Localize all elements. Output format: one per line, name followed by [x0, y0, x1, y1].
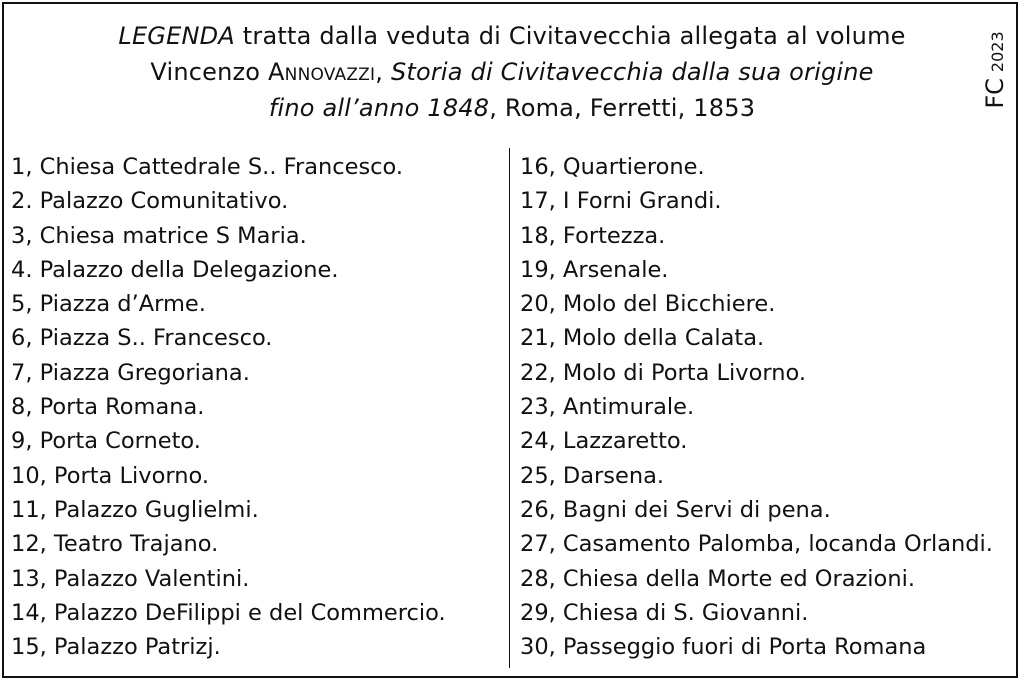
- header-line-1: [0, 18, 1024, 54]
- legend-entry: 22, Molo di Porta Livorno.: [520, 359, 807, 386]
- legend-entry: 2. Palazzo Comunitativo.: [11, 188, 289, 215]
- legend-entry: 21, Molo della Calata.: [520, 325, 765, 352]
- legend-entry: 5, Piazza d’Arme.: [11, 291, 206, 318]
- credit-initials: FC: [981, 78, 1009, 109]
- legend-entry: 8, Porta Romana.: [11, 394, 205, 421]
- legend-entry: 9, Porta Corneto.: [11, 428, 201, 455]
- header-comma: ,: [375, 58, 384, 86]
- legend-entry: 19, Arsenale.: [520, 256, 669, 283]
- legend-entry: 6, Piazza S.. Francesco.: [11, 325, 273, 352]
- publication-info: , Roma, Ferretti, 1853: [489, 94, 756, 122]
- legend-entry: 25, Darsena.: [520, 462, 665, 489]
- legend-entry: 7, Piazza Gregoriana.: [11, 359, 250, 386]
- legend-entry: 20, Molo del Bicchiere.: [520, 291, 776, 318]
- legend-column-left: [11, 150, 446, 664]
- legend-entry: 18, Fortezza.: [520, 222, 666, 249]
- legend-entry: 10, Porta Livorno.: [11, 462, 209, 489]
- legend-entry: 4. Palazzo della Delegazione.: [11, 256, 339, 283]
- legend-entry: 3, Chiesa matrice S Maria.: [11, 222, 307, 249]
- legend-entry: 16, Quartierone.: [520, 154, 705, 180]
- header-line-3: [0, 90, 1024, 126]
- header-line-1-text: tratta dalla veduta di Civitavecchia allegata al volume: [242, 22, 906, 50]
- legend-entry: 28, Chiesa della Morte ed Orazioni.: [520, 565, 915, 592]
- legend-entry: 27, Casamento Palomba, locanda Orlandi.: [520, 531, 993, 558]
- column-divider: [509, 148, 510, 668]
- author-first-name: Vincenzo: [150, 58, 261, 86]
- legend-header: [0, 18, 1024, 126]
- credit-year: 2023: [988, 31, 1007, 73]
- author-surname: Annovazzi: [268, 58, 376, 86]
- author-credit: [975, 20, 1015, 120]
- book-title-part-2: fino all’anno 1848: [268, 94, 490, 122]
- legend-entry: 14, Palazzo DeFilippi e del Commercio.: [11, 599, 446, 626]
- legend-entry: 24, Lazzaretto.: [520, 428, 688, 455]
- legend-entry: 12, Teatro Trajano.: [11, 531, 219, 558]
- legend-entry: 23, Antimurale.: [520, 394, 695, 421]
- legend-entry: 17, I Forni Grandi.: [520, 188, 722, 215]
- legend-entry: 29, Chiesa di S. Giovanni.: [520, 599, 809, 626]
- legend-entry: 15, Palazzo Patrizj.: [11, 634, 221, 661]
- legend-entry: 30, Passeggio fuori di Porta Romana: [520, 634, 927, 661]
- legend-entry: 1, Chiesa Cattedrale S.. Francesco.: [11, 154, 404, 180]
- header-line-2: [0, 54, 1024, 90]
- book-title-part-1: Storia di Civitavecchia dalla sua origine: [390, 58, 874, 86]
- legend-entry: 11, Palazzo Guglielmi.: [11, 496, 259, 523]
- legend-entry: 26, Bagni dei Servi di pena.: [520, 496, 831, 523]
- legend-word: LEGENDA: [118, 22, 235, 50]
- legend-column-right: [520, 150, 993, 664]
- legend-entry: 13, Palazzo Valentini.: [11, 565, 250, 592]
- author-credit-rotated: [981, 31, 1009, 108]
